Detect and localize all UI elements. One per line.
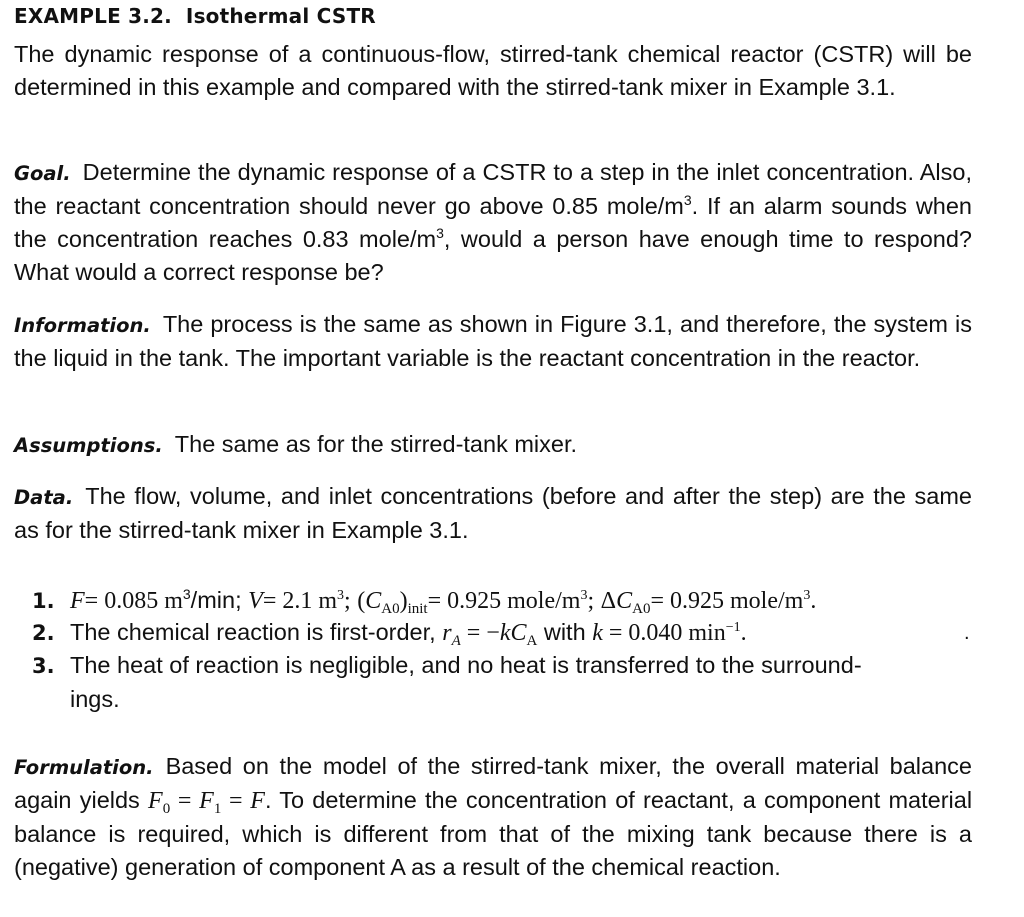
information-paragraph [14, 308, 972, 375]
volume-expression: V= 2.1 $m^3$; [248, 588, 351, 614]
goal-sup-1: 3 [683, 192, 692, 208]
data-item-1: 1. F= 0.085 $m^3/\min$; V= 2.1 $m^3$; $(C_{A0})_{init}= 0.925$ mole/$m^3$; $\Delta C_{A0}= 0.925$ mole/$m^3$. [32, 586, 817, 617]
data-paragraph [14, 480, 972, 547]
formulation-text-1: Based on the model of the stirred-tank mixer, the overall material balance again yields [14, 753, 972, 813]
item-2-text: The chemical reaction is first-order, [70, 619, 436, 645]
balance-equation: $F_0 = F_1 = F$ [148, 788, 265, 817]
goal-label: Goal. [14, 162, 71, 185]
item-3-number: 3. [32, 654, 55, 678]
assumptions-text: The same as for the stirred-tank mixer. [174, 431, 578, 457]
formulation-paragraph [14, 750, 972, 884]
data-item-3 [32, 649, 974, 716]
item-3-text-line-2: ings. [70, 686, 120, 712]
flow-expression: F= 0.085 m [70, 588, 183, 614]
intro-paragraph: The dynamic response of a continuous-flow, stirred-tank chemical reactor (CSTR) will be determined in this example and compared with the stirred-tank mixer in Example 3.1. [14, 41, 972, 100]
information-label: Information. [14, 314, 151, 337]
stray-mark: . [964, 622, 970, 644]
initial-concentration-expression: $(C_{A0})_{init}= 0.925$ mole/$m^3$; [357, 588, 595, 617]
data-label: Data. [14, 486, 74, 509]
item-2-number: 2. [32, 621, 55, 645]
goal-sup-2: 3 [436, 225, 444, 241]
goal-paragraph [14, 156, 972, 289]
item-3-text-line-1: The heat of reaction is negligible, and no heat is transferred to the surround- [70, 652, 862, 678]
assumptions-paragraph [14, 428, 972, 462]
goal-text-2: . If an alarm sounds when the concentration reaches 0.83 mole/m [14, 193, 973, 252]
rate-expression: $r_A = -kC_A$ [442, 620, 538, 649]
example-title: Isothermal CSTR [185, 4, 376, 28]
data-text: The flow, volume, and inlet concentrations (before and after the step) are the same as for the stirred-tank mixer in Example 3.1. [14, 483, 972, 543]
example-number: EXAMPLE 3.2. [14, 4, 172, 28]
rate-constant-expression: k = 0.040 $\min^{-1}$. [592, 620, 747, 646]
formulation-text-2: . To determine the concentration of reactant, a component material balance is required, which is different from that of the mixing tank because there is a (negative) generation of component A as a result of the chemical reaction. [14, 787, 973, 880]
data-item-2: 2. The chemical reaction is first-order, $r_A = -kC_A$ with k = 0.040 $\min^{-1}$. [32, 619, 747, 649]
goal-text-3: , would a person have enough time to respond? What would a correct response be? [14, 226, 972, 285]
step-concentration-expression: $\Delta C_{A0}= 0.925$ mole/$m^3$. [600, 588, 817, 617]
information-text: The process is the same as shown in Figure 3.1, and therefore, the system is the liquid in the tank. The important variable is the reactant concentration in the reactor. [14, 311, 972, 371]
item-1-number: 1. [32, 589, 55, 613]
assumptions-label: Assumptions. [14, 434, 163, 457]
example-heading [14, 4, 376, 28]
goal-text-1: Determine the dynamic response of a CSTR to a step in the inlet concentration. Also, the reactant concentration should never go above 0.85 mole/m [14, 159, 972, 219]
formulation-label: Formulation. [14, 756, 154, 779]
